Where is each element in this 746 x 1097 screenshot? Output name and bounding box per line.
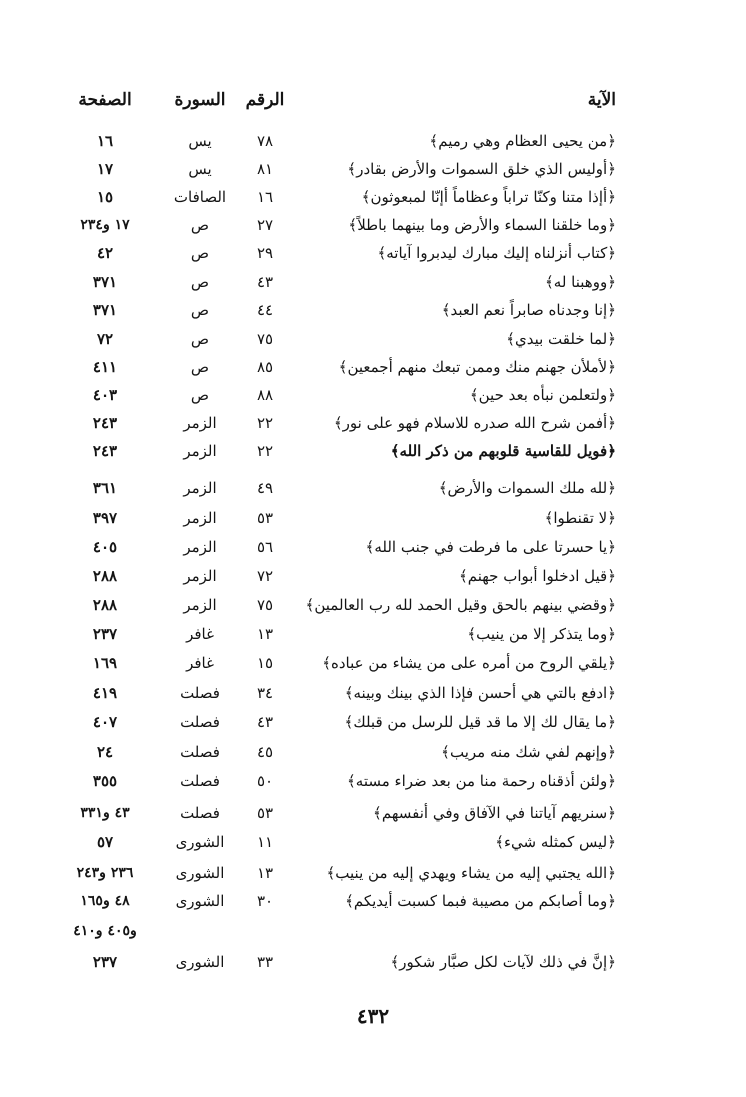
ayah-text: ﴿وإنهم لفي شك منه مريب﴾ — [441, 743, 616, 761]
page-reference: ٣٦١ — [92, 479, 118, 497]
ayah-number: ٤٥ — [256, 743, 274, 761]
ayah-text: ﴿الله يجتبي إليه من يشاء ويهدي إليه من ينيب﴾ — [326, 864, 616, 882]
page-reference: ٣٧١ — [92, 301, 118, 319]
table-row — [60, 353, 616, 381]
ayah-text: ﴿ليس كمثله شيء﴾ — [495, 833, 616, 851]
table-row — [60, 239, 616, 267]
surah-name: فصلت — [180, 804, 220, 822]
table-row — [60, 127, 616, 155]
surah-name: فصلت — [180, 743, 220, 761]
table-row — [60, 474, 616, 502]
ayah-number: ٥٦ — [256, 538, 274, 556]
table-header — [60, 86, 616, 114]
table-row — [60, 948, 616, 976]
surah-name: يس — [188, 160, 212, 178]
ayah-number: ٧٢ — [256, 567, 274, 585]
page-reference: ٤٠٥ — [92, 538, 118, 556]
surah-name: فصلت — [180, 713, 220, 731]
ayah-text: ﴿إنَّ في ذلك لآيات لكل صبَّار شكور﴾ — [390, 953, 616, 971]
page-reference: ٢٤٣ — [92, 414, 118, 432]
page-reference: ٤٠٧ — [92, 713, 118, 731]
page-reference: ٢٤٣ — [92, 442, 118, 460]
page-reference: ٣٩٧ — [92, 509, 118, 527]
header-ayah: الآية — [587, 90, 616, 110]
ayah-text: ﴿يلقي الروح من أمره على من يشاء من عباده﴾ — [322, 654, 616, 672]
ayah-text: ﴿يا حسرتا على ما فرطت في جنب الله﴾ — [365, 538, 616, 556]
page-reference: ٣٥٥ — [92, 772, 118, 790]
table-row — [60, 296, 616, 324]
ayah-number: ٥٣ — [256, 804, 274, 822]
ayah-text: ﴿أفمن شرح الله صدره للاسلام فهو على نور﴾ — [333, 414, 616, 432]
ayah-text: ﴿وما أصابكم من مصيبة فبما كسبت أيديكم﴾ — [345, 892, 616, 910]
ayah-text: ﴿فويل للقاسية قلوبهم من ذكر الله﴾ — [390, 442, 616, 460]
ayah-text: ﴿كتاب أنزلناه إليك مبارك ليدبروا آياته﴾ — [377, 244, 616, 262]
surah-name: يس — [188, 132, 212, 150]
ayah-number: ٢٧ — [256, 216, 274, 234]
surah-name: فصلت — [180, 772, 220, 790]
ayah-number: ١٣ — [256, 864, 274, 882]
table-row — [60, 649, 616, 677]
table-row — [60, 562, 616, 590]
ayah-number: ٧٥ — [256, 596, 274, 614]
surah-name: ص — [190, 358, 210, 376]
ayah-number: ٣٣ — [256, 953, 274, 971]
surah-name: الشورى — [175, 864, 225, 882]
page-reference: ٢٣٧ — [92, 625, 118, 643]
ayah-text: ﴿من يحيى العظام وهي رميم﴾ — [429, 132, 616, 150]
ayah-number: ٨١ — [256, 160, 274, 178]
surah-name: الزمر — [183, 596, 217, 614]
table-row — [60, 437, 616, 465]
ayah-text: ﴿وما يتذكر إلا من ينيب﴾ — [467, 625, 616, 643]
ayah-text: ﴿وقضي بينهم بالحق وقيل الحمد لله رب العالمين﴾ — [305, 596, 616, 614]
page-reference: ٤٠٣ — [92, 386, 118, 404]
surah-name: ص — [190, 386, 210, 404]
ayah-text: ﴿قيل ادخلوا أبواب جهنم﴾ — [458, 567, 616, 585]
ayah-text: ﴿لا تقنطوا﴾ — [544, 509, 616, 527]
page-reference: ٤٢ — [96, 244, 114, 262]
surah-name: ص — [190, 244, 210, 262]
surah-name: فصلت — [180, 684, 220, 702]
surah-name: ص — [190, 330, 210, 348]
ayah-number: ٧٥ — [256, 330, 274, 348]
page-reference: و٤٠٥ و٤١٠ — [73, 923, 137, 939]
surah-name: غافر — [186, 625, 214, 643]
ayah-text: ﴿ادفع بالتي هي أحسن فإذا الذي بينك وبينه﴾ — [344, 684, 616, 702]
ayah-number: ٥٠ — [256, 772, 274, 790]
surah-name: الصافات — [173, 188, 227, 206]
table-row — [60, 799, 616, 827]
page-reference: ١٥ — [96, 188, 114, 206]
table-row — [60, 591, 616, 619]
surah-name: الشورى — [175, 953, 225, 971]
page-reference: ٢٨٨ — [92, 567, 118, 585]
table-row — [60, 504, 616, 532]
surah-name: الشورى — [175, 892, 225, 910]
surah-name: الزمر — [183, 509, 217, 527]
surah-name: ص — [190, 273, 210, 291]
ayah-number: ١٣ — [256, 625, 274, 643]
table-row — [60, 767, 616, 795]
table-row — [60, 183, 616, 211]
table-row — [60, 325, 616, 353]
surah-name: الشورى — [175, 833, 225, 851]
page-reference: ٥٧ — [96, 833, 114, 851]
table-row — [60, 887, 616, 915]
ayah-text: ﴿إنا وجدناه صابراً نعم العبد﴾ — [441, 301, 616, 319]
page-reference: ٤٨ و١٦٥ — [80, 893, 130, 909]
page-reference: ١٧ — [96, 160, 114, 178]
ayah-text: ﴿ولئن أذقناه رحمة منا من بعد ضراء مسته﴾ — [346, 772, 616, 790]
surah-name: الزمر — [183, 538, 217, 556]
table-row — [60, 917, 616, 945]
page-reference: ٤١١ — [92, 358, 118, 376]
ayah-number: ٥٣ — [256, 509, 274, 527]
ayah-number: ٤٣ — [256, 273, 274, 291]
ayah-number: ١١ — [256, 833, 274, 851]
ayah-number: ٢٩ — [256, 244, 274, 262]
ayah-text: ﴿لأملأن جهنم منك وممن تبعك منهم أجمعين﴾ — [338, 358, 616, 376]
ayah-text: ﴿لله ملك السموات والأرض﴾ — [438, 479, 616, 497]
page-reference: ١٦ — [96, 132, 114, 150]
table-row — [60, 738, 616, 766]
ayah-text: ﴿أوليس الذي خلق السموات والأرض بقادر﴾ — [347, 160, 616, 178]
header-surah: السورة — [174, 90, 226, 110]
table-row — [60, 679, 616, 707]
ayah-text: ﴿لما خلقت بيدي﴾ — [506, 330, 616, 348]
ayah-number: ٨٥ — [256, 358, 274, 376]
page-reference: ٢٣٦ و٢٤٣ — [76, 865, 134, 881]
ayah-number: ٢٢ — [256, 442, 274, 460]
ayah-number: ٧٨ — [256, 132, 274, 150]
page-reference: ٤١٩ — [92, 684, 118, 702]
surah-name: الزمر — [183, 479, 217, 497]
table-row — [60, 381, 616, 409]
ayah-number: ٣٠ — [256, 892, 274, 910]
page-reference: ٣٧١ — [92, 273, 118, 291]
table-row — [60, 155, 616, 183]
ayah-number: ٤٩ — [256, 479, 274, 497]
ayah-number: ١٥ — [256, 654, 274, 672]
header-page: الصفحة — [78, 90, 132, 110]
surah-name: الزمر — [183, 567, 217, 585]
ayah-text: ﴿ووهبنا له﴾ — [545, 273, 616, 291]
page-reference: ١٦٩ — [92, 654, 118, 672]
page-reference: ٢٤ — [96, 743, 114, 761]
ayah-number: ٢٢ — [256, 414, 274, 432]
surah-name: الزمر — [183, 442, 217, 460]
table-row — [60, 533, 616, 561]
surah-name: ص — [190, 301, 210, 319]
header-number: الرقم — [245, 90, 285, 110]
ayah-text: ﴿ما يقال لك إلا ما قد قيل للرسل من قبلك﴾ — [344, 713, 616, 731]
table-row — [60, 620, 616, 648]
ayah-number: ١٦ — [256, 188, 274, 206]
ayah-text: ﴿ولتعلمن نبأه بعد حين﴾ — [469, 386, 616, 404]
surah-name: غافر — [186, 654, 214, 672]
page-reference: ١٧ و٢٣٤ — [80, 217, 130, 233]
table-row — [60, 211, 616, 239]
page-reference: ٧٢ — [96, 330, 114, 348]
table-row — [60, 268, 616, 296]
page-reference: ٤٣ و٣٣١ — [80, 805, 130, 821]
ayah-text: ﴿وما خلقنا السماء والأرض وما بينهما باطلاً﴾ — [348, 216, 616, 234]
table-row — [60, 828, 616, 856]
surah-name: الزمر — [183, 414, 217, 432]
ayah-text: ﴿أإذا متنا وكنّا تراباً وعظاماً أإنّا لمبعوثون﴾ — [361, 188, 616, 206]
page-number: ٤٣٢ — [356, 1004, 390, 1028]
table-row — [60, 859, 616, 887]
ayah-number: ٨٨ — [256, 386, 274, 404]
page-reference: ٢٨٨ — [92, 596, 118, 614]
table-row — [60, 708, 616, 736]
ayah-number: ٤٣ — [256, 713, 274, 731]
ayah-number: ٤٤ — [256, 301, 274, 319]
surah-name: ص — [190, 216, 210, 234]
ayah-text: ﴿سنريهم آياتنا في الآفاق وفي أنفسهم﴾ — [373, 804, 616, 822]
ayah-number: ٣٤ — [256, 684, 274, 702]
page-reference: ٢٣٧ — [92, 953, 118, 971]
table-row — [60, 409, 616, 437]
